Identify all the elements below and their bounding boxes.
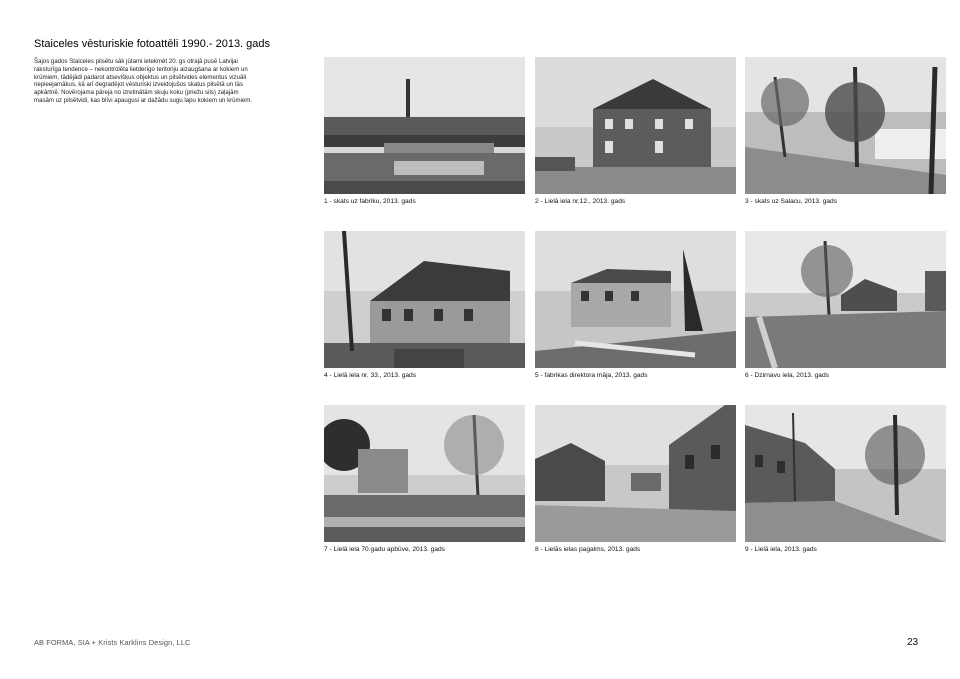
photo-item-4	[324, 231, 525, 379]
photo-caption: 7 - Lielā iela 70.gadu apbūve, 2013. gads	[324, 546, 445, 553]
footer-credit: AB FORMA, SIA + Krists Karklins Design, LLC	[34, 638, 191, 647]
photo-caption: 1 - skats uz fabriku, 2013. gads	[324, 198, 416, 205]
photo-liela-33	[324, 231, 525, 368]
photo-item-5	[535, 231, 736, 379]
photo-caption: 6 - Dzirnavu iela, 2013. gads	[745, 372, 829, 379]
photo-caption: 3 - skats uz Salacu, 2013. gads	[745, 198, 838, 205]
photo-item-8	[535, 405, 736, 553]
photo-liela-70s-buildings	[324, 405, 525, 542]
photo-item-2	[535, 57, 736, 205]
photo-salaca-view	[745, 57, 946, 194]
photo-caption: 4 - Lielā iela nr. 33., 2013. gads	[324, 372, 417, 379]
photo-liela-street	[745, 405, 946, 542]
photo-caption: 8 - Lielās ielas pagalms, 2013. gads	[535, 546, 641, 553]
intro-paragraph: Šajos gados Staiceles pilsētu sāk jūtami ietekmēt 20. gs otrajā pusē Latvijai raksturīga tendence – nekontrolēta lietderīgo teritoriju aizaugšana ar kokiem un krūmiem, tādējādi padarot atsevišķus objektus un pilsētvides elementus vizuāli nepieejamākus, kā arī degradējot vēsturiski izveidojušos skatus pilsētā un tās apkārtnē. Novērojama pāreja no izretinātām skuju koku (priežu sils) zaļajām masām uz pilsētvidi, kas blīvi apaugusi ar dažādu sugu lapu kokiem un krūmiem.	[34, 58, 253, 104]
photo-item-3	[745, 57, 946, 205]
photo-liela-12	[535, 57, 736, 194]
photo-dzirnavu-street	[745, 231, 946, 368]
photo-liela-courtyard	[535, 405, 736, 542]
photo-item-1	[324, 57, 525, 205]
photo-caption: 9 - Lielā iela, 2013. gads	[745, 546, 817, 553]
photo-director-house	[535, 231, 736, 368]
page-title: Staiceles vēsturiskie fotoattēli 1990.- 2013. gads	[34, 38, 271, 50]
photo-caption: 5 - fabrikas direktora māja, 2013. gads	[535, 372, 648, 379]
photo-caption: 2 - Lielā iela nr.12., 2013. gads	[535, 198, 626, 205]
photo-factory-view	[324, 57, 525, 194]
photo-item-9	[745, 405, 946, 553]
photo-item-6	[745, 231, 946, 379]
page-number: 23	[907, 637, 919, 648]
photo-item-7	[324, 405, 525, 553]
